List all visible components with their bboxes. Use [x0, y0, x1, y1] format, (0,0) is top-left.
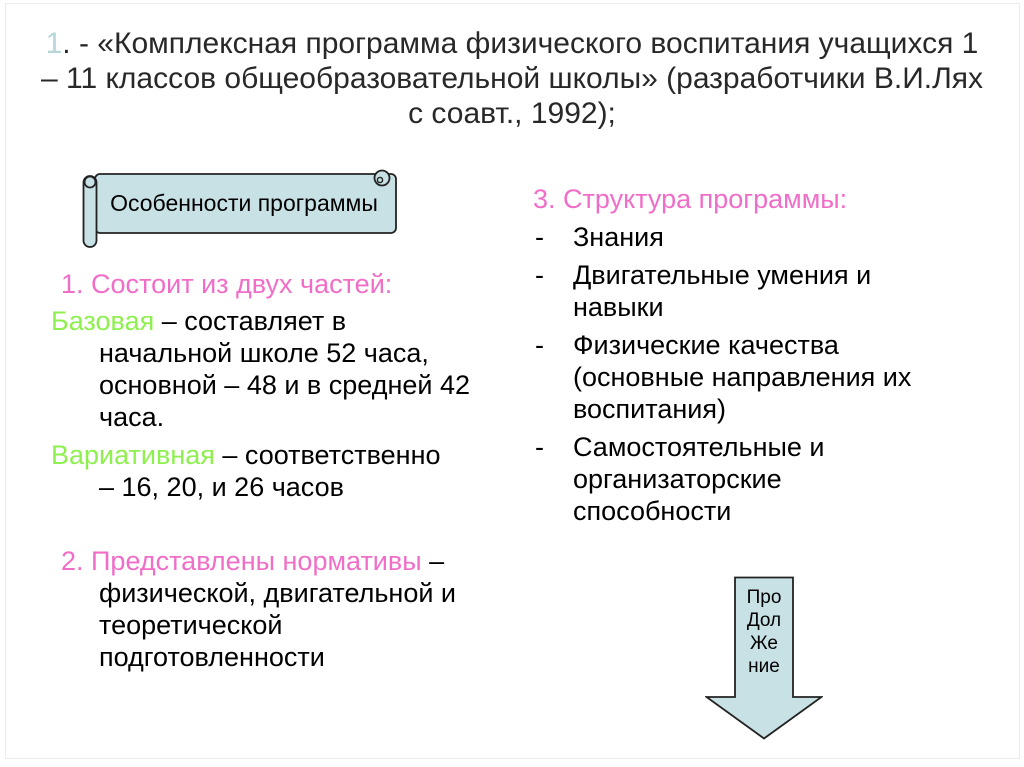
paragraph-normativy-line-3: теоретической	[99, 610, 283, 640]
paragraph-variativnaya	[51, 439, 541, 503]
arrow-label	[705, 586, 823, 678]
left-heading-normativy: 2. Представлены нормативы	[61, 546, 422, 576]
paragraph-bazovaya	[51, 305, 541, 433]
paragraph-bazovaya-line-1-rest: – составляет в	[154, 306, 347, 336]
paragraph-bazovaya-line-2: начальной школе 52 часа,	[99, 338, 429, 368]
bullet-znaniya	[533, 221, 973, 253]
term-variativnaya: Вариативная	[51, 440, 215, 470]
title-line-1-text: . - «Комплексная программа физического воспитания учащихся 1	[62, 27, 979, 60]
paragraph-bazovaya-line-4: часа.	[99, 402, 165, 432]
paragraph-normativy-line-1	[51, 545, 541, 577]
paragraph-variativnaya-line-1	[51, 439, 541, 471]
bullet-umeniya	[533, 259, 973, 323]
bullet-marker: -	[535, 260, 544, 290]
title-line-2: – 11 классов общеобразовательной школы» (разработчики В.И.Лях	[40, 62, 984, 95]
bullet-marker: -	[535, 330, 544, 360]
bullet-marker: -	[535, 432, 544, 462]
title-line-1	[30, 26, 994, 61]
bullet-umeniya-line-2: навыки	[573, 292, 664, 322]
paragraph-normativy-line-4: подготовленности	[99, 642, 325, 672]
paragraph-bazovaya-line-3: основной – 48 и в средней 42	[99, 370, 471, 400]
arrow-label-line-1: Про	[746, 587, 782, 608]
title-line-3: с соавт., 1992);	[408, 97, 616, 130]
title-number: 1	[45, 27, 63, 60]
paragraph-normativy-line-1-rest: –	[421, 546, 445, 576]
bullet-kachestva-line-3: воспитания)	[573, 394, 726, 424]
arrow-label-line-2: Дол	[746, 610, 782, 631]
bullet-kachestva	[533, 329, 973, 425]
bullet-umeniya-line-1: Двигательные умения и	[573, 260, 872, 290]
bullet-sposobnosti	[533, 431, 973, 527]
banner-label: Особенности программы	[110, 189, 378, 216]
bullet-kachestva-line-1: Физические качества	[573, 330, 839, 360]
scroll-curl-left	[85, 177, 96, 188]
bullet-kachestva-line-2: (основные направления их	[573, 362, 912, 392]
slide-title	[30, 26, 994, 131]
bullet-sposobnosti-line-1: Самостоятельные и	[573, 432, 825, 462]
bullet-sposobnosti-line-3: способности	[573, 496, 732, 526]
bullet-sposobnosti-line-2: организаторские	[573, 464, 782, 494]
bullet-znaniya-line-1: Знания	[573, 222, 664, 252]
right-column	[533, 183, 973, 527]
continuation-arrow	[705, 576, 823, 741]
paragraph-normativy-line-2: физической, двигательной и	[99, 578, 457, 608]
paragraph-variativnaya-line-2: – 16, 20, и 26 часов	[99, 472, 344, 502]
paragraph-bazovaya-line-1	[51, 305, 541, 337]
bullet-marker: -	[535, 222, 544, 252]
arrow-label-line-4: ние	[748, 656, 780, 677]
arrow-label-line-3: Же	[750, 633, 778, 654]
left-heading-parts: 1. Состоит из двух частей:	[61, 269, 393, 299]
paragraph-normativy	[51, 545, 541, 673]
term-bazovaya: Базовая	[51, 306, 155, 336]
paragraph-variativnaya-line-1-rest: – соответственно	[214, 440, 441, 470]
scroll-banner	[82, 164, 398, 250]
left-column	[51, 268, 541, 673]
right-heading: 3. Структура программы:	[533, 184, 848, 214]
